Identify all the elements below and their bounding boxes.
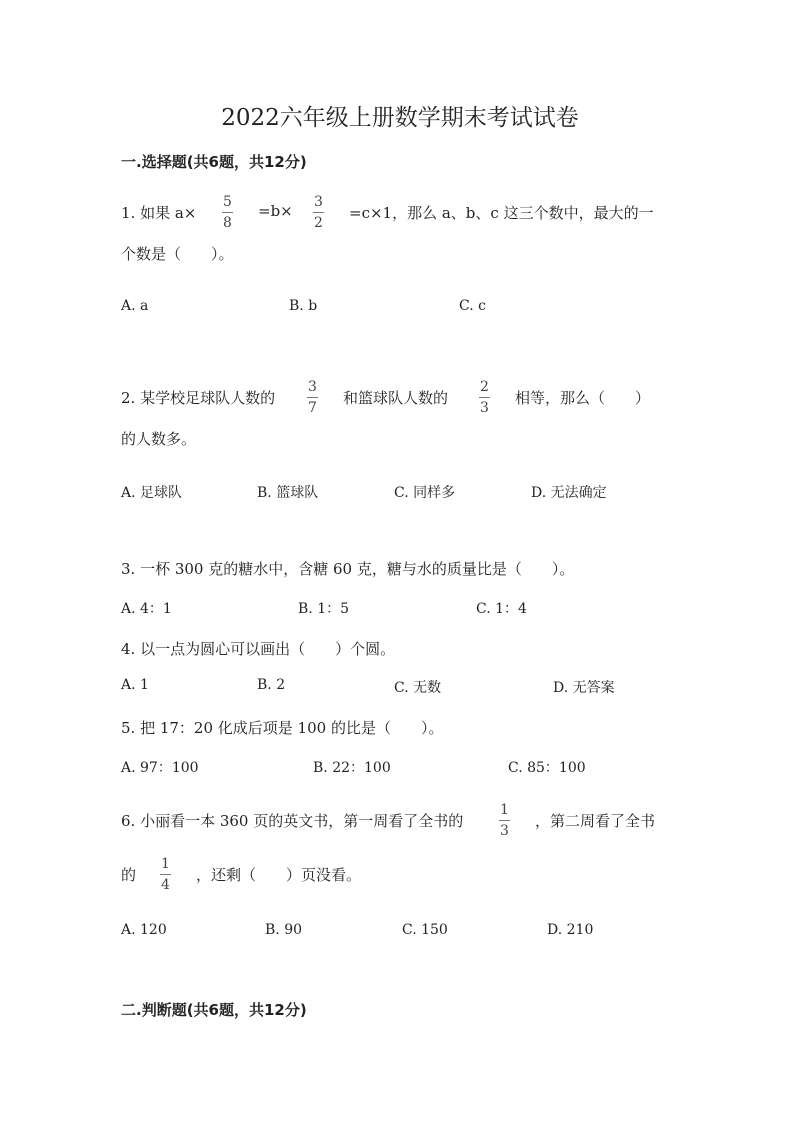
option-c: C. 同样多 [394, 485, 456, 501]
option-d: D. 210 [547, 922, 594, 938]
fraction-denominator: 4 [161, 877, 170, 893]
fraction [479, 380, 490, 415]
page-title: 2022六年级上册数学期末考试试卷 [221, 105, 579, 131]
option-a: A. 足球队 [121, 485, 183, 501]
question-text: 4. 以一点为圆心可以画出（ ）个圆。 [121, 640, 396, 658]
option-a: A. 120 [121, 922, 167, 938]
option-a: A. 1 [121, 677, 149, 693]
fraction-numerator: 2 [480, 379, 489, 395]
fraction-numerator: 5 [223, 194, 232, 210]
option-c: C. c [459, 298, 486, 314]
question-text: 6. 小丽看一本 360 页的英文书，第一周看了全书的 [121, 812, 464, 830]
question-text: 2. 某学校足球队人数的 [121, 389, 276, 407]
fraction-denominator: 3 [500, 823, 509, 839]
option-d: D. 无答案 [553, 680, 615, 696]
question-text: 个数是（ ）。 [121, 245, 234, 263]
question-text: ，第二周看了全书 [535, 812, 656, 830]
question-text: ，还剩（ ）页没看。 [196, 866, 362, 884]
fraction [160, 857, 171, 892]
option-c: C. 85：100 [508, 760, 586, 776]
question-text: 3. 一杯 300 克的糖水中，含糖 60 克，糖与水的质量比是（ ）。 [121, 560, 575, 578]
option-b: B. 2 [257, 677, 286, 693]
fraction [499, 803, 510, 838]
fraction-denominator: 7 [308, 400, 317, 416]
fraction-denominator: 2 [314, 215, 323, 231]
question-text: 1. 如果 a× [121, 204, 197, 222]
fraction-numerator: 1 [500, 802, 509, 818]
fraction [307, 380, 318, 415]
section-heading-choice: 一.选择题(共6题，共12分) [121, 153, 307, 171]
question-text: 的人数多。 [121, 430, 197, 448]
option-c: C. 150 [402, 922, 448, 938]
option-b: B. 篮球队 [257, 485, 319, 501]
fraction [313, 195, 324, 230]
fraction-denominator: 8 [223, 215, 232, 231]
question-text: 的 [121, 866, 137, 884]
option-c: C. 1：4 [476, 601, 527, 617]
option-c: C. 无数 [394, 680, 442, 696]
fraction-numerator: 3 [314, 194, 323, 210]
question-text: =c×1，那么 a、b、c 这三个数中，最大的一 [349, 204, 654, 222]
question-text: 相等，那么（ ） [515, 389, 651, 407]
question-text: =b× [258, 202, 293, 220]
option-b: B. 90 [265, 922, 303, 938]
fraction-numerator: 3 [308, 379, 317, 395]
option-b: B. 1：5 [298, 601, 350, 617]
option-b: B. 22：100 [313, 760, 391, 776]
question-text: 和篮球队人数的 [343, 389, 449, 407]
fraction-denominator: 3 [480, 400, 489, 416]
section-heading-judgment: 二.判断题(共6题，共12分) [121, 1001, 307, 1019]
option-a: A. a [121, 298, 149, 314]
option-b: B. b [289, 298, 318, 314]
option-a: A. 97：100 [121, 760, 199, 776]
fraction [222, 195, 233, 230]
option-d: D. 无法确定 [531, 485, 607, 501]
question-text: 5. 把 17：20 化成后项是 100 的比是（ ）。 [121, 719, 444, 737]
fraction-numerator: 1 [161, 856, 170, 872]
option-a: A. 4：1 [121, 601, 172, 617]
